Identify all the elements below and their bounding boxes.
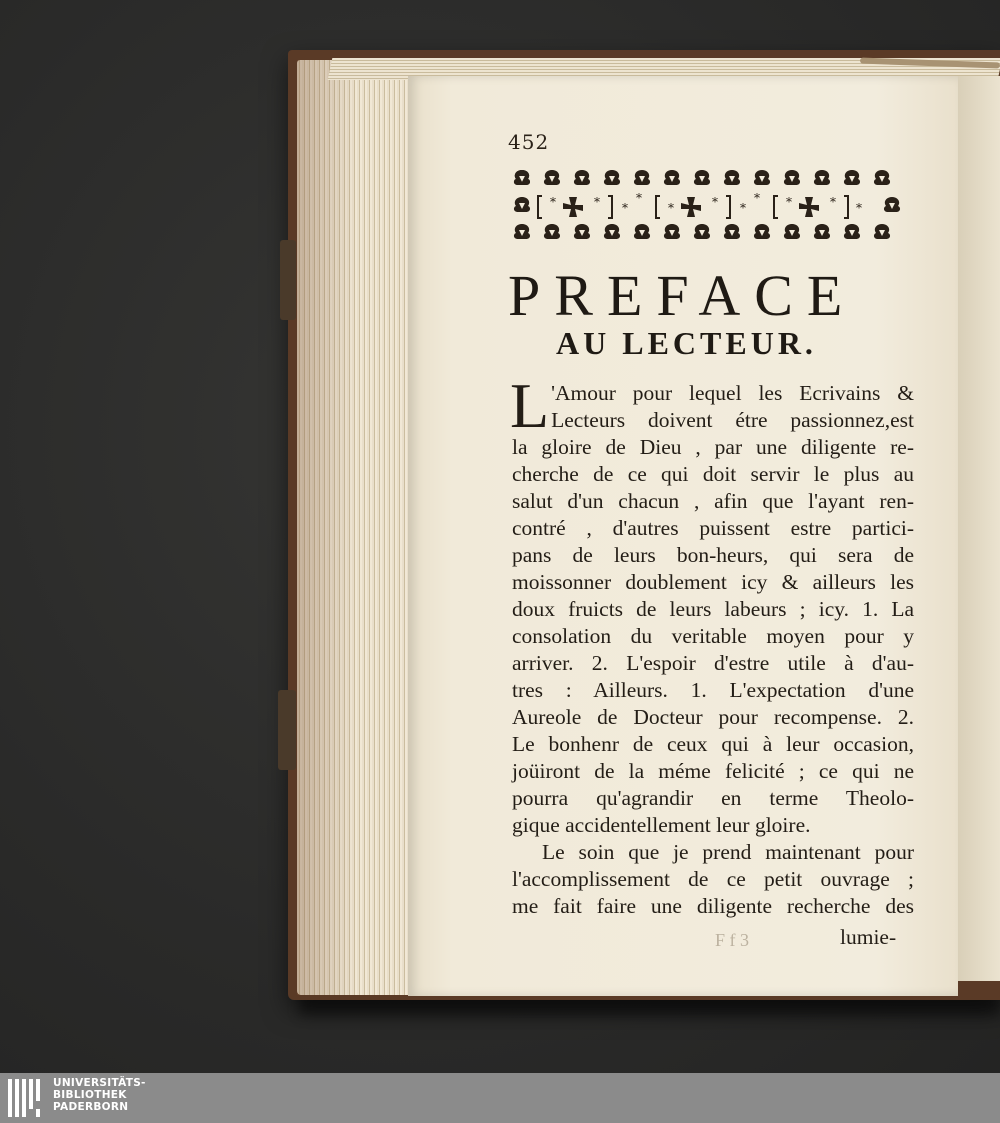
text-line: moissonner doublement icy & ailleurs les [512,570,914,594]
ornament-crosses [550,191,862,217]
library-name-line: UNIVERSITÄTS- [53,1077,146,1089]
library-name [53,1077,146,1113]
text-line: salut d'un chacun , afin que l'ayant ren- [512,489,914,513]
library-footer [0,1073,1000,1123]
clasp-bottom [278,690,296,770]
text-line: gique accidentellement leur gloire. [512,813,811,837]
svg-text:*: * [856,201,862,215]
facing-page-edge [958,76,1000,981]
text-line: arriver. 2. L'espoir d'estre utile à d'au- [512,651,914,675]
drop-cap: L [510,370,550,441]
svg-text:*: * [622,201,628,215]
library-name-line: PADERBORN [53,1101,129,1113]
text-line: 'Amour pour lequel les Ecrivains & [551,381,914,405]
text-line: contré , d'autres puissent estre partici- [512,516,914,540]
svg-text:*: * [668,201,674,215]
svg-text:*: * [636,191,642,205]
text-line: pourra qu'agrandir en terme Theolo- [512,786,914,810]
svg-text:*: * [594,195,600,209]
text-line: consolation du veritable moyen pour y [512,624,914,648]
text-line: Le bonhenr de ceux qui à leur occasion, [512,732,914,756]
page-number: 452 [508,130,550,154]
text-line: joüiront de la méme felicité ; ce qui ne [512,759,914,783]
library-name-line: BIBLIOTHEK [53,1089,127,1101]
svg-text:*: * [786,195,792,209]
svg-text:*: * [830,195,836,209]
text-line: l'accomplissement de ce petit ouvrage ; [512,867,914,891]
page-title: PREFACE [508,263,857,328]
svg-text:*: * [550,195,556,209]
page-subtitle: AU LECTEUR. [556,325,817,361]
svg-text:*: * [712,195,718,209]
svg-text:*: * [740,201,746,215]
clasp-top [280,240,296,320]
catchword: lumie- [840,925,897,949]
signature-mark: F f 3 [715,930,750,950]
body-text [510,370,914,920]
text-line: me fait faire une diligente recherche des [512,894,914,918]
text-line: pans de leurs bon-heurs, qui sera de [512,543,914,567]
library-logo-icon [8,1079,44,1117]
ornament-band [510,166,905,248]
text-line: Le soin que je prend maintenant pour [542,840,914,864]
text-line: la gloire de Dieu , par une diligente re- [512,435,914,459]
text-line: doux fruicts de leurs labeurs ; icy. 1. La [512,597,914,621]
text-line: Lecteurs doivent étre passionnez,est [551,408,914,432]
text-line: tres : Ailleurs. 1. L'expectation d'une [512,678,914,702]
text-line: cherche de ce qui doit servir le plus au [512,462,914,486]
svg-text:*: * [754,191,760,205]
text-line: Aureole de Docteur pour recompense. 2. [512,705,914,729]
page-edges [297,60,423,995]
